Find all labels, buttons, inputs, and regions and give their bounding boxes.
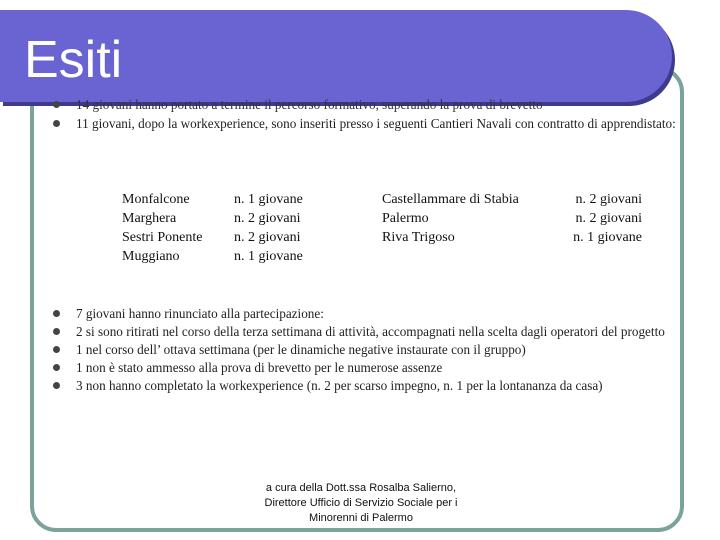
bullet-icon: [53, 382, 60, 389]
shipyard-name: Palermo: [382, 211, 429, 226]
bullet-icon: [53, 346, 60, 353]
shipyard-count: n. 2 giovani: [575, 192, 642, 207]
intro-list: [52, 98, 680, 136]
shipyard-name: Riva Trigoso: [382, 230, 455, 245]
bullet-icon: [53, 120, 60, 127]
shipyard-row: [382, 190, 642, 209]
list-item-text: 1 non è stato ammesso alla prova di brevetto per le numerose assenze: [76, 360, 443, 375]
footer-line: a cura della Dott.ssa Rosalba Salierno,: [265, 482, 457, 494]
shipyard-count: n. 1 giovane: [234, 192, 303, 207]
list-item-text: 1 nel corso dell’ ottava settimana (per le dinamiche negative instaurate con il gruppo): [76, 342, 526, 357]
shipyard-row: [122, 228, 362, 247]
bullet-icon: [53, 364, 60, 371]
list-item: [52, 361, 680, 375]
shipyards-right-column: [382, 190, 642, 247]
shipyard-count: n. 2 giovani: [575, 211, 642, 226]
list-item-text: 2 si sono ritirati nel corso della terza settimana di attività, accompagnati nella scelta dagli operatori del progetto: [76, 324, 665, 339]
shipyard-count: n. 1 giovane: [573, 230, 642, 245]
shipyard-name: Castellammare di Stabia: [382, 192, 519, 207]
list-item: [52, 307, 680, 321]
shipyard-row: [382, 228, 642, 247]
list-item-text: 7 giovani hanno rinunciato alla partecipazione:: [76, 306, 324, 321]
shipyard-name: Monfalcone: [122, 192, 190, 207]
list-item: [52, 117, 680, 131]
title-bar: [0, 10, 672, 102]
list-item: [52, 98, 680, 112]
outcome-list: [52, 307, 680, 397]
footer-line: Minorenni di Palermo: [309, 512, 413, 524]
footer-credit: [236, 481, 486, 526]
shipyards-left-column: [122, 190, 362, 266]
list-item-text: 11 giovani, dopo la workexperience, sono inseriti presso i seguenti Cantieri Navali con contratto di apprendistato:: [76, 116, 676, 131]
bullet-icon: [53, 310, 60, 317]
list-item-text: 3 non hanno completato la workexperience (n. 2 per scarso impegno, n. 1 per la lontananza da casa): [76, 378, 603, 393]
bullet-icon: [53, 328, 60, 335]
list-item: [52, 325, 680, 339]
footer-line: Direttore Ufficio di Servizio Sociale per i: [264, 497, 458, 509]
list-item: [52, 343, 680, 357]
bullet-icon: [53, 101, 60, 108]
shipyard-row: [122, 209, 362, 228]
shipyard-row: [382, 209, 642, 228]
list-item: [52, 379, 680, 393]
shipyard-count: n. 1 giovane: [234, 249, 303, 264]
shipyard-row: [122, 190, 362, 209]
slide-title: Esiti: [24, 31, 123, 89]
shipyard-name: Muggiano: [122, 249, 180, 264]
shipyard-count: n. 2 giovani: [234, 211, 301, 226]
shipyard-row: [122, 247, 362, 266]
shipyard-name: Sestri Ponente: [122, 230, 203, 245]
shipyard-count: n. 2 giovani: [234, 230, 301, 245]
list-item-text: 14 giovani hanno portato a termine il percorso formativo, superando la prova di brevetto: [76, 97, 543, 112]
shipyard-name: Marghera: [122, 211, 177, 226]
